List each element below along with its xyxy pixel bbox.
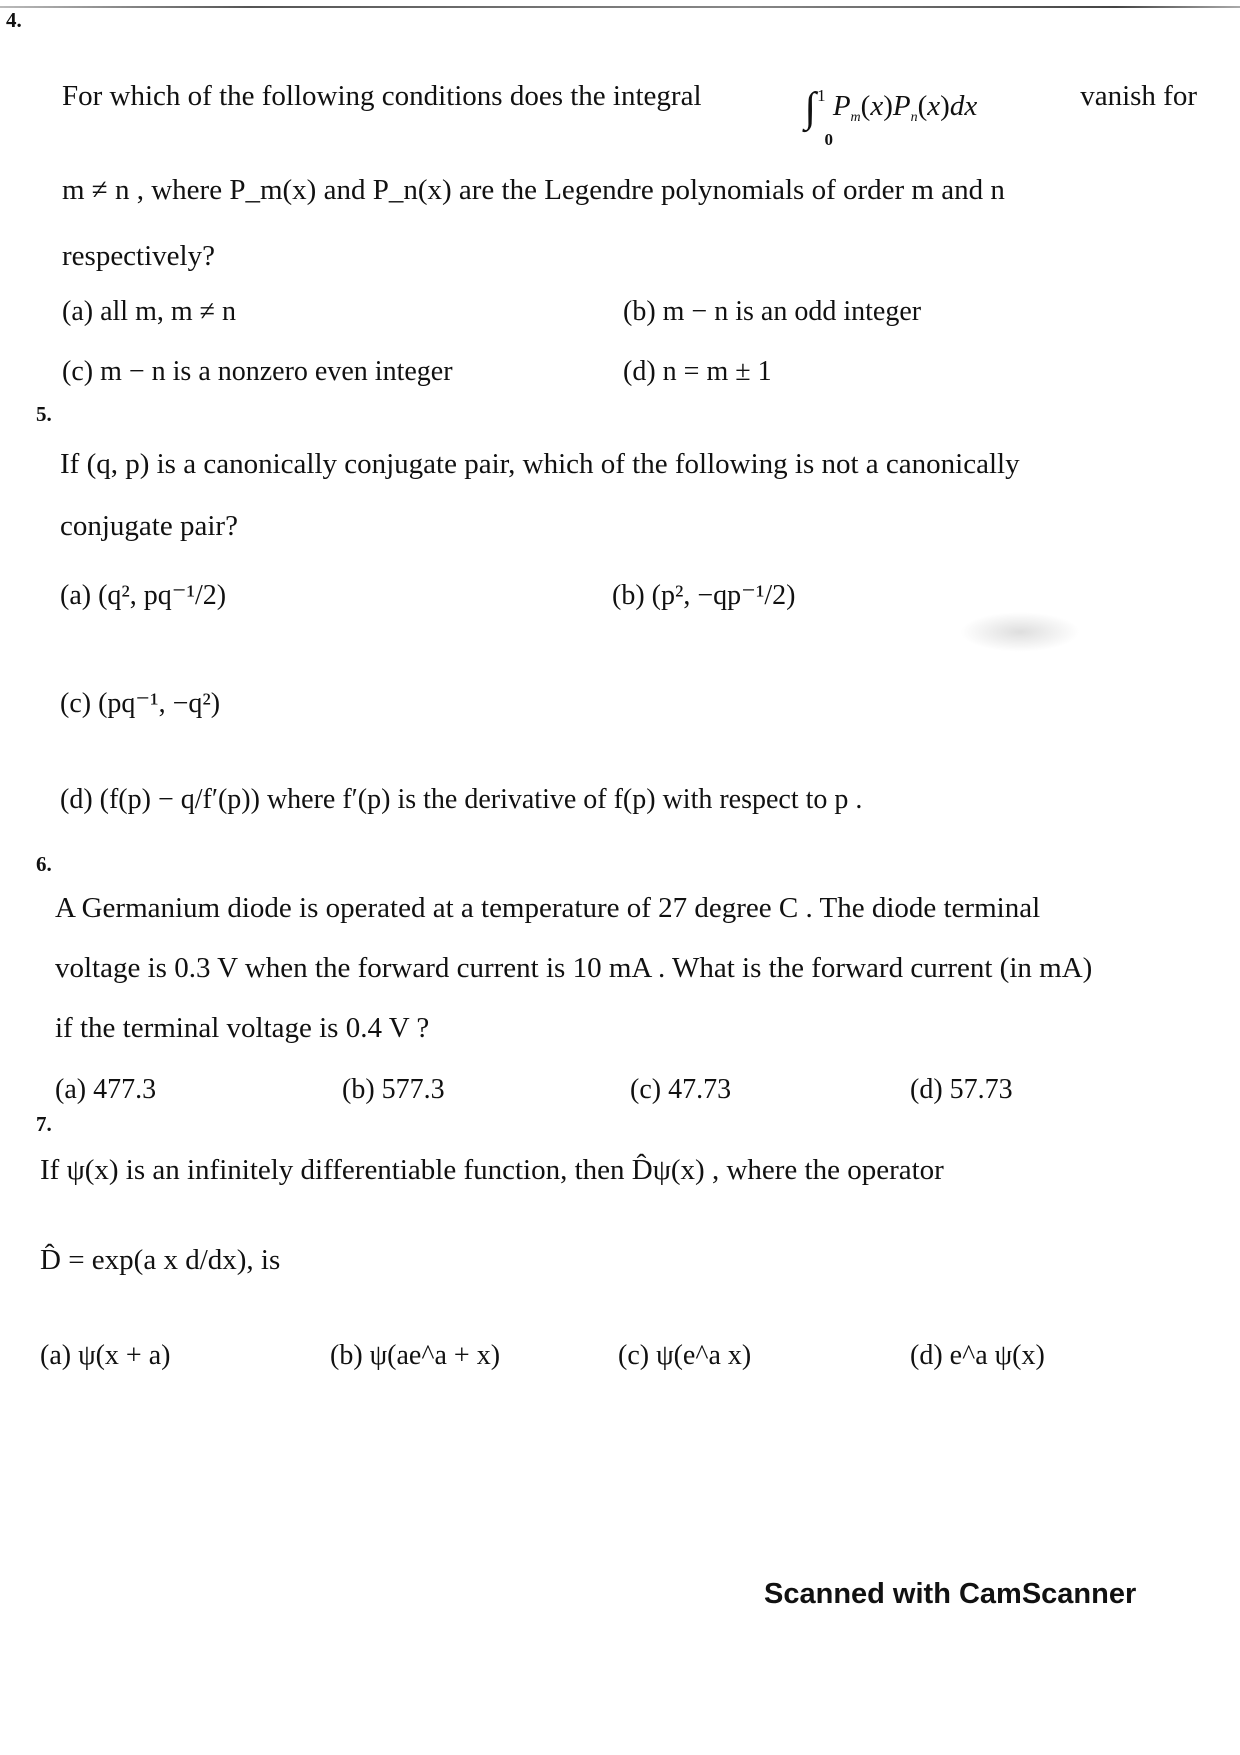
q6-option-a-text: 477.3	[93, 1074, 157, 1105]
q7-option-d	[910, 1338, 1045, 1374]
q4-stem-pre: For which of the following conditions does the integral	[62, 80, 702, 112]
q6-option-b-text: 577.3	[381, 1074, 445, 1105]
q6-option-b-label: (b)	[342, 1074, 375, 1105]
q7-option-c-label: (c)	[618, 1340, 650, 1371]
q6-option-d-text: 57.73	[949, 1074, 1013, 1105]
q7-option-b-text: ψ(ae^a + x)	[369, 1340, 501, 1371]
q5-option-d-suffix: where f′(p) is the derivative of f(p) with respect to p .	[266, 784, 863, 815]
q6-option-c-text: 47.73	[668, 1074, 732, 1105]
q4-option-b-text: m − n is an odd integer	[662, 296, 922, 327]
q5-option-c	[60, 686, 220, 722]
q4-option-d	[623, 354, 772, 390]
question-6-stem-line1: A Germanium diode is operated at a temperature of 27 degree C . The diode terminal	[55, 892, 1041, 924]
q7-option-b	[330, 1338, 500, 1374]
q7-option-a-label: (a)	[40, 1340, 72, 1371]
q7-option-c-text: ψ(e^a x)	[656, 1340, 752, 1371]
q5-option-a-label: (a)	[60, 580, 92, 611]
question-4-number: 4.	[6, 8, 22, 32]
question-4-stem-line2: m ≠ n , where P_m(x) and P_n(x) are the Legendre polynomials of order m and n	[62, 174, 1005, 206]
q4-option-a-text: all m, m ≠ n	[100, 296, 236, 327]
q7-option-a	[40, 1338, 170, 1374]
q6-option-b	[342, 1072, 445, 1108]
q4-option-c	[62, 354, 453, 390]
q7-option-d-text: e^a ψ(x)	[949, 1340, 1045, 1371]
question-7-stem-line1: If ψ(x) is an infinitely differentiable function, then D̂ψ(x) , where the operator	[40, 1154, 944, 1186]
q4-option-b	[623, 294, 921, 330]
question-6-number: 6.	[36, 852, 52, 876]
q6-option-d	[910, 1072, 1013, 1108]
q6-option-a	[55, 1072, 156, 1108]
q7-option-c	[618, 1338, 751, 1374]
question-6-stem-line2: voltage is 0.3 V when the forward current is 10 mA . What is the forward current (in mA)	[55, 952, 1093, 984]
question-4-stem-line3: respectively?	[62, 240, 215, 272]
q6-option-a-label: (a)	[55, 1074, 87, 1105]
question-4-stem-line1	[62, 78, 1197, 149]
q4-option-d-text: n = m ± 1	[662, 356, 772, 387]
camscanner-footer: Scanned with CamScanner	[764, 1578, 1137, 1610]
q4-option-c-text: m − n is a nonzero even integer	[100, 356, 453, 387]
q4-option-a	[62, 294, 236, 330]
q5-option-d-label: (d)	[60, 784, 93, 815]
q5-option-a	[60, 578, 226, 614]
q5-option-b	[612, 578, 795, 614]
question-7-number: 7.	[36, 1112, 52, 1136]
top-rule	[0, 6, 1240, 8]
q4-integral-lower: 0	[824, 130, 834, 149]
q5-option-b-text: (p², −qp⁻¹/2)	[651, 580, 796, 611]
q7-option-d-label: (d)	[910, 1340, 943, 1371]
q4-option-d-label: (d)	[623, 356, 656, 387]
q7-option-a-text: ψ(x + a)	[78, 1340, 171, 1371]
q5-option-b-label: (b)	[612, 580, 645, 611]
q5-option-a-text: (q², pq⁻¹/2)	[98, 580, 227, 611]
q4-option-a-label: (a)	[62, 296, 94, 327]
q5-option-d	[60, 782, 862, 818]
q5-option-c-text: (pq⁻¹, −q²)	[98, 688, 221, 719]
question-7-stem-line2: D̂ = exp(a x d/dx), is	[40, 1244, 281, 1276]
q6-option-c-label: (c)	[630, 1074, 662, 1105]
q4-integral-upper: 1	[817, 86, 826, 105]
q5-option-c-label: (c)	[60, 688, 92, 719]
q4-integral: ∫$^1$ 0 $P_m(x)P_n(x)dx$	[805, 78, 978, 136]
q4-option-b-label: (b)	[623, 296, 656, 327]
q5-option-d-text: (f(p) − q/f′(p))	[99, 784, 260, 815]
question-5-stem-line2: conjugate pair?	[60, 510, 238, 542]
q4-option-c-label: (c)	[62, 356, 94, 387]
q4-stem-post: vanish for	[1080, 80, 1197, 112]
q6-option-d-label: (d)	[910, 1074, 943, 1105]
question-5-number: 5.	[36, 402, 52, 426]
question-5-stem-line1: If (q, p) is a canonically conjugate pair, which of the following is not a canonically	[60, 448, 1020, 480]
scan-smudge	[960, 612, 1080, 652]
question-6-stem-line3: if the terminal voltage is 0.4 V ?	[55, 1012, 430, 1044]
q6-option-c	[630, 1072, 731, 1108]
q7-option-b-label: (b)	[330, 1340, 363, 1371]
